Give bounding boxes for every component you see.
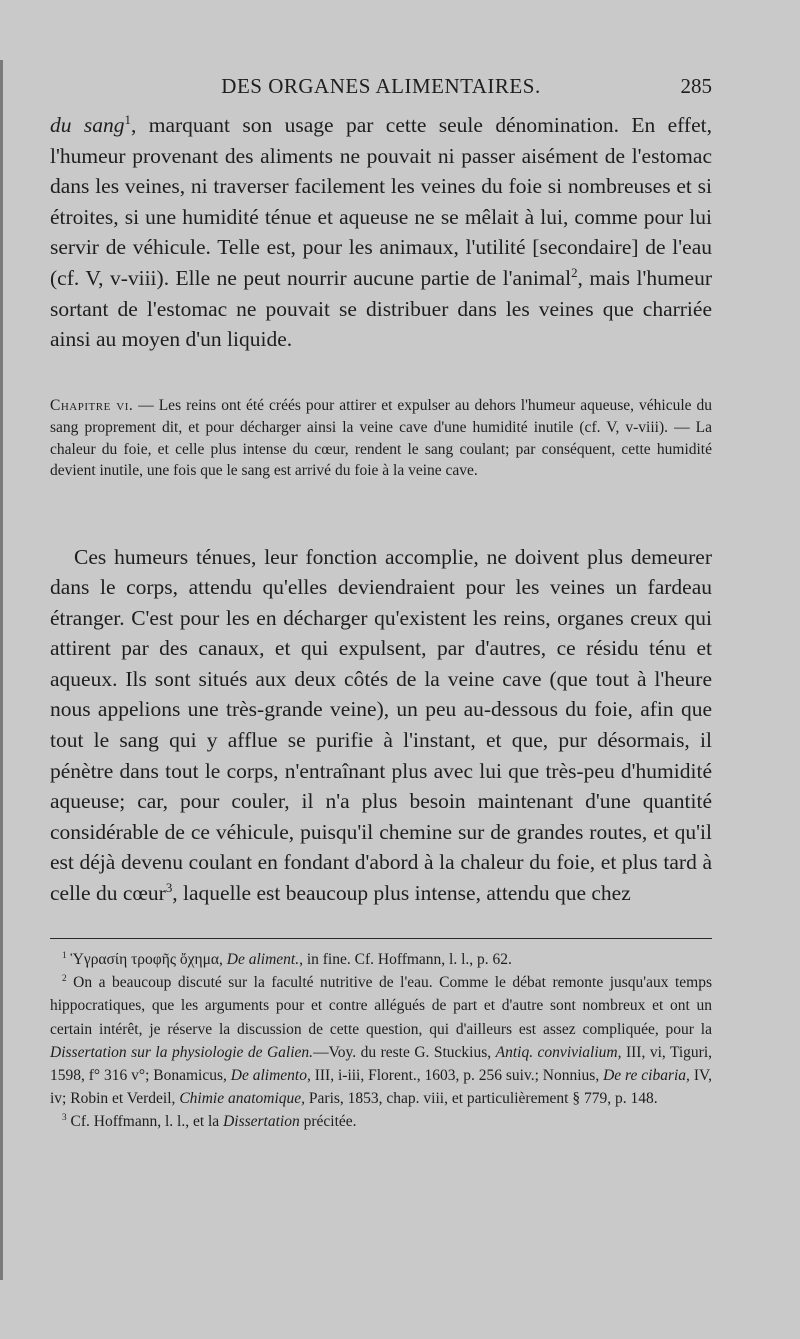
paragraph-2-text: Ces humeurs ténues, leur fonction accomplie, ne doivent plus demeurer dans le corps, attendu qu'elles deviendraient pour les veines un fardeau étranger. C'est pour les en décharger qu'existent les reins, organes creux qui attirent par des canaux, et qui expulsent, par d'autres, ce résidu ténu et aqueux. Ils sont situés aux deux côtés de la veine cave (que tout à l'heure nous appelions une très-grande veine), un peu au-dessous du foie, afin que tout le sang qui y afflue se purifie à l'instant, et que, pur désormais, il pénètre dans tout le corps, n'entraînant plus avec lui que très-peu d'humidité aqueuse; car, pour couler, il n'a plus besoin maintenant d'une quantité considérable de ce véhicule, puisqu'il chemine sur de grandes routes, et qu'il est déjà devenu coulant en fondant d'abord à la chaleur du foie, et plus tard à celle du cœur: [50, 544, 712, 906]
footnote-3-title: Dissertation: [223, 1113, 300, 1131]
footnote-2-text-d: III, i-iii, Florent., 1603, p. 256 suiv.; Nonnius,: [314, 1067, 600, 1085]
paragraph-1: [50, 110, 712, 355]
footnote-3: [50, 1110, 712, 1133]
footnote-3-text-a: Cf. Hoffmann, l. l., et la: [70, 1113, 220, 1131]
footnote-2-text-f: Paris, 1853, chap. viii, et particulièrement § 779, p. 148.: [308, 1090, 658, 1108]
footnote-1: [50, 948, 712, 971]
footnote-2-title-4: De re cibaria,: [603, 1067, 690, 1085]
footnote-2: [50, 971, 712, 1110]
footnote-ref-2: 2: [571, 265, 578, 280]
footnote-ref-3: 3: [165, 880, 173, 895]
chapter-label: Chapitre vi.: [50, 397, 134, 414]
footnote-2-title-3: De alimento,: [230, 1067, 311, 1085]
footnote-rule: [50, 938, 712, 939]
page-number: 285: [680, 74, 712, 98]
paragraph-1-text-end: , mais l'humeur sortant de l'estomac ne pouvait se distribuer dans les veines que charriée ainsi au moyen d'un liquide.: [50, 265, 712, 352]
footnote-2-title-5: Chimie anatomique,: [179, 1090, 306, 1108]
paragraph-2: [50, 520, 712, 930]
page-header: [50, 74, 712, 104]
footnote-2-title-2: Antiq. convivialium,: [495, 1043, 622, 1061]
chapter-summary-text: — Les reins ont été créés pour attirer et expulser au dehors l'humeur aqueuse, véhicule du sang proprement dit, et pour décharger ainsi la veine cave d'une humidité inutile (cf. V, v-viii). — La chaleur du foie, et celle plus intense du cœur, rendent le sang coulant; par conséquent, cette humidité devient inutile, une fois que le sang est arrivé du foie à la veine cave.: [50, 397, 712, 480]
footnote-1-title: De aliment.: [226, 951, 300, 968]
footnote-2-title-1: Dissertation sur la physiologie de Galien.: [50, 1043, 314, 1061]
paragraph-1-italic: du sang: [50, 113, 125, 137]
footnote-2-text-c: III, vi, Tiguri, 1598, f° 316 v°; Bonamicus,: [50, 1043, 713, 1085]
footnote-2-text-e: IV, iv; Robin et Verdeil,: [50, 1067, 713, 1108]
footnote-3-mark: 3: [62, 1113, 67, 1124]
footnotes: [50, 948, 712, 1134]
footnote-ref-1: 1: [124, 112, 131, 127]
page-fold-shadow: [0, 60, 3, 1280]
footnote-2-mark: 2: [62, 974, 67, 985]
running-head: DES ORGANES ALIMENTAIRES.: [221, 74, 541, 98]
footnote-1-greek: Ὑγρασίη τροφῆς ὄχημα,: [70, 951, 223, 968]
footnote-2-text-a: On a beaucoup discuté sur la faculté nutritive de l'eau. Comme le débat remonte jusqu'aux temps hippocratiques, que les arguments pour et contre allégués de part et d'autre sont nombreux et ont un certain intérêt, je réserve la discussion de cette question, qui d'ailleurs est assez compliquée, pour la: [50, 974, 712, 1038]
paragraph-1-text: , marquant son usage par cette seule dénomination. En effet, l'humeur provenant des aliments ne pouvait ni passer aisément de l'estomac dans les veines, ni traverser facilement les veines du foie si nombreuses et si étroites, si une humidité ténue et aqueuse ne se mêlait à lui, comme pour lui servir de véhicule. Telle est, pour les animaux, l'utilité [secondaire] de l'eau (cf. V, v-viii). Elle ne peut nourrir aucune partie de l'animal: [50, 113, 712, 290]
footnote-1-text: , in fine. Cf. Hoffmann, l. l., p. 62.: [299, 951, 512, 968]
paragraph-2-text-end: , laquelle est beaucoup plus intense, attendu que chez: [172, 881, 631, 906]
footnote-1-mark: 1: [62, 950, 67, 961]
footnote-3-text-b: précitée.: [303, 1113, 357, 1131]
chapter-summary: [50, 395, 712, 482]
footnote-2-text-b: —Voy. du reste G. Stuckius,: [313, 1043, 492, 1061]
